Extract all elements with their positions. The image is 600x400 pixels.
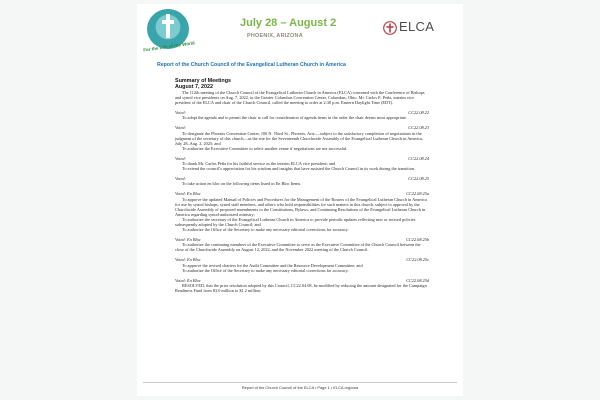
voted-section <box>175 257 429 272</box>
minutes-body <box>175 90 429 293</box>
vote-label: Voted: <box>175 155 186 161</box>
resolution-text: To approve the updated Manual of Policies and Procedures for the Management of the Rosters of the Evangelical Lutheran Church in America for use by synod bishops, synod staff members, and others who hold responsibilities for such matters in this church, subject to approval by the Churchwide Assembly of proposed amendments to the Constitutions, Bylaws, and Continuing Resolutions of the Evangelical Lutheran Church in America regarding synod-authorized ministry; <box>175 196 427 217</box>
logo-tagline: For the Life of the World <box>142 40 196 53</box>
resolution-number: CC22.08.22 <box>408 110 429 116</box>
voted-section <box>175 125 429 150</box>
resolution-number: CC22.08.25a <box>406 191 429 197</box>
resolution-number: CC22.08.25b <box>406 237 429 243</box>
vote-label: Voted: En Bloc <box>175 237 201 243</box>
voted-section <box>175 156 429 171</box>
cross-icon <box>162 14 174 38</box>
vote-label: Voted: <box>175 125 186 131</box>
footer-divider <box>143 382 457 383</box>
resolution-text: RESOLVED, that the prior resolution adopted by this Council, CC22.04.08, be modified by reducing the amount designated for the Campaign Readiness Fund from $3.0 million to $1.2 million. <box>175 282 427 293</box>
resolution-text: To authorize the secretary of the Evangelical Lutheran Church in America to provide periodic updates reflecting new or revised policies subsequently adopted by the Church Council; and <box>175 216 416 227</box>
page-footer: Report of the Church Council of the ELCA • Page 1 • ELCA.org/cwa <box>241 385 359 390</box>
vote-label: Voted: En Bloc <box>175 257 201 263</box>
event-location: PHOENIX, ARIZONA <box>247 33 303 39</box>
intro-paragraph: The 112th meeting of the Church Council of the Evangelical Lutheran Church in America (ELCA) convened with the Conference of Bishops and synod vice presidents on Aug. 7, 2022, in the Greater Columbus Convention Center, Columbus, Ohio. Mr. Carlos E. Peña, interim vice president of the ELCA and chair of the Church Council, called the meeting to order at 2:30 p.m. Eastern Daylight Time (EDT). <box>175 90 425 106</box>
event-dates: July 28 – August 2 <box>240 17 337 29</box>
vote-label: Voted: En Bloc <box>175 277 201 283</box>
summary-date: August 7, 2022 <box>175 84 214 90</box>
resolution-number: CC22.08.25c <box>406 257 429 263</box>
voted-section <box>175 237 429 252</box>
resolution-text: To authorize the continuing members of the Executive Committee to serve as the Executive Committee of the Church Council between the close of the Churchwide Assembly on August 12, 2022, and the November 2022 meeting of the Church Council. <box>175 242 421 253</box>
vote-label: Voted: En Bloc <box>175 191 201 197</box>
resolution-number: CC22.08.24 <box>408 155 429 161</box>
resolution-text: To take action en bloc on the following items listed in En Bloc Items. <box>182 181 302 187</box>
resolution-text: To designate the Phoenix Convention Center, 100 N. Third St., Phoenix, Ariz.—subject to the satisfactory completion of negotiations in the judgment of the secretary of this church—as the site for the Seventeenth Churchwide Assembly of the Evangelical Lutheran Church in America, July 28–Aug. 2, 2025; and <box>175 130 424 146</box>
elca-logo-icon <box>383 21 397 35</box>
resolution-text: To adopt the agenda and to permit the chair to call for consideration of agenda items in the order the chair deems most appropriate. <box>182 115 407 121</box>
voted-section <box>175 176 429 186</box>
vote-label: Voted: <box>175 110 186 116</box>
resolution-number: CC22.08.23 <box>408 125 429 131</box>
voted-section <box>175 278 429 293</box>
resolution-text: To approve the revised charters for the Audit Committee and the Resource Development Committee; and <box>182 262 363 268</box>
resolution-text: To authorize the Office of the Secretary to make any necessary editorial corrections for accuracy. <box>182 267 349 273</box>
voted-section <box>175 110 429 120</box>
elca-wordmark: ELCA <box>399 19 435 34</box>
voted-sections <box>175 110 429 293</box>
summary-title: Summary of Meetings <box>175 78 232 84</box>
resolution-text: To authorize the Office of the Secretary to make any necessary editorial corrections for accuracy. <box>182 227 349 233</box>
voted-section <box>175 191 429 232</box>
vote-label: Voted: <box>175 176 186 182</box>
report-title: Report of the Church Council of the Evangelical Lutheran Church in America <box>157 62 346 68</box>
resolution-text: To thank Mr. Carlos Peña for his faithful service as the interim ELCA vice president; and <box>182 161 336 167</box>
summary-heading <box>175 78 231 90</box>
event-banner <box>137 4 463 52</box>
resolution-number: CC22.08.25 <box>408 176 429 182</box>
document-page <box>137 4 463 396</box>
resolution-text: To extend the council’s appreciation for his wisdom and insights that have assisted the Church Council in its work during the transition. <box>182 166 416 172</box>
resolution-number: CC22.08.25d <box>406 277 429 283</box>
resolution-text: To authorize the Executive Committee to select another venue if negotiations are not successful. <box>182 145 348 151</box>
